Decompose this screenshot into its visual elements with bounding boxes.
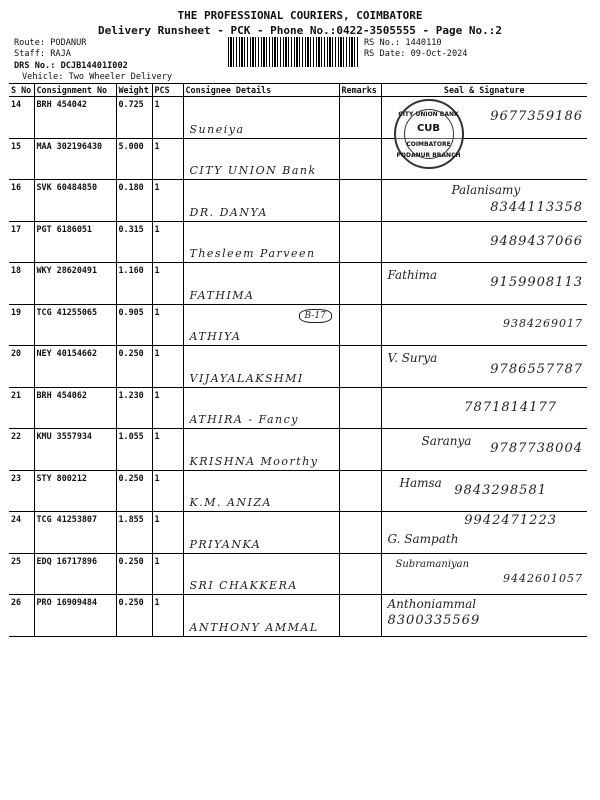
row-weight: 0.250	[116, 553, 152, 595]
row-consignee-cell	[183, 180, 339, 222]
row-consignee-cell	[183, 512, 339, 554]
document-subtitle: Delivery Runsheet - PCK - Phone No.:0422-3505555 - Page No.:2	[98, 24, 502, 37]
table-row	[9, 180, 587, 222]
row-consignment: KMU 3557934	[34, 429, 116, 471]
runsheet-table	[9, 83, 587, 637]
consignee-remark-note: B-17	[299, 309, 332, 323]
row-weight: 0.250	[116, 346, 152, 388]
row-weight: 0.315	[116, 221, 152, 263]
row-consignee-cell	[183, 97, 339, 139]
seal-text-mid: CUB	[416, 123, 441, 134]
row-sno: 18	[9, 263, 34, 305]
row-remarks-cell	[339, 512, 381, 554]
row-sno: 15	[9, 138, 34, 180]
row-consignee-cell	[183, 346, 339, 388]
table-row	[9, 263, 587, 305]
row-phone: 8300335569	[387, 613, 481, 628]
row-signature: Hamsa	[399, 475, 442, 490]
row-remarks-cell	[339, 553, 381, 595]
row-sno: 14	[9, 97, 34, 139]
row-consignment: BRH 454062	[34, 387, 116, 429]
table-row	[9, 346, 587, 388]
row-phone: 9787738004	[490, 441, 583, 456]
table-row	[9, 221, 587, 263]
row-signature: Palanisamy	[451, 183, 521, 197]
rs-date: RS Date: 09-Oct-2024	[364, 49, 468, 59]
row-remarks-cell	[339, 180, 381, 222]
row-consignee-name: K.M. ANIZA	[189, 496, 272, 509]
row-consignee-name: ANTHONY AMMAL	[189, 620, 319, 634]
seal-text-top: CITY UNION BANK	[398, 111, 459, 118]
table-row	[9, 304, 587, 346]
route-label: Route: PODANUR	[14, 38, 87, 48]
col-header-sno: S No	[9, 84, 34, 97]
row-consignment: PRO 16909484	[34, 595, 116, 637]
row-sno: 17	[9, 221, 34, 263]
row-remarks-cell	[339, 304, 381, 346]
row-sno: 26	[9, 595, 34, 637]
table-row	[9, 429, 587, 471]
row-remarks-cell	[339, 387, 381, 429]
row-consignee-cell	[183, 138, 339, 180]
row-phone: 9843298581	[454, 482, 547, 498]
row-pcs: 1	[152, 346, 183, 388]
row-remarks-cell	[339, 263, 381, 305]
row-consignment: PGT 6186051	[34, 221, 116, 263]
row-pcs: 1	[152, 512, 183, 554]
col-header-consignment: Consignment No	[34, 84, 116, 97]
row-consignment: MAA 302196430	[34, 138, 116, 180]
row-weight: 1.230	[116, 387, 152, 429]
row-remarks-cell	[339, 97, 381, 139]
row-pcs: 1	[152, 387, 183, 429]
row-consignee-cell	[183, 470, 339, 512]
row-phone: 8344113358	[490, 200, 583, 215]
col-header-consignee: Consignee Details	[183, 84, 339, 97]
row-signature-cell	[381, 346, 587, 388]
row-signature-cell	[381, 595, 587, 637]
row-phone: 7871814177	[464, 399, 557, 415]
row-consignee-name: DR. DANYA	[189, 205, 268, 219]
row-phone: 9942471223	[464, 513, 557, 528]
table-row	[9, 387, 587, 429]
row-weight: 5.000	[116, 138, 152, 180]
row-phone: 9786557787	[490, 362, 583, 377]
table-row	[9, 138, 587, 180]
barcode	[228, 37, 358, 67]
rs-number: RS No.: 1440110	[364, 38, 442, 48]
table-row	[9, 553, 587, 595]
row-consignee-name: SRI CHAKKERA	[189, 579, 298, 592]
row-consignee-name: Thesleem Parveen	[189, 247, 316, 260]
row-weight: 0.725	[116, 97, 152, 139]
row-signature: Fathima	[387, 268, 438, 282]
row-weight: 1.160	[116, 263, 152, 305]
row-consignee-cell	[183, 221, 339, 263]
row-consignee-cell	[183, 263, 339, 305]
row-consignee-cell	[183, 595, 339, 637]
row-pcs: 1	[152, 180, 183, 222]
row-remarks-cell	[339, 346, 381, 388]
row-consignment: BRH 454042	[34, 97, 116, 139]
row-consignee-cell	[183, 553, 339, 595]
row-signature: Subramaniyan	[395, 558, 470, 570]
row-consignee-cell	[183, 429, 339, 471]
row-consignee-cell	[183, 387, 339, 429]
col-header-remarks: Remarks	[339, 84, 381, 97]
row-consignee-name: FATHIMA	[189, 288, 255, 302]
row-signature-cell	[381, 429, 587, 471]
col-header-signature: Seal & Signature	[381, 84, 587, 97]
table-header	[9, 84, 587, 97]
row-consignee-name: KRISHNA Moorthy	[189, 454, 319, 468]
row-remarks-cell	[339, 595, 381, 637]
row-sno: 22	[9, 429, 34, 471]
row-signature-cell	[381, 553, 587, 595]
row-sno: 24	[9, 512, 34, 554]
row-phone: 9677359186	[490, 109, 583, 124]
row-pcs: 1	[152, 263, 183, 305]
row-consignment: WKY 28620491	[34, 263, 116, 305]
row-signature: V. Surya	[387, 351, 438, 365]
row-consignee-name: CITY UNION Bank	[189, 164, 317, 177]
table-row	[9, 97, 587, 139]
row-consignment: STY 800212	[34, 470, 116, 512]
document-title: THE PROFESSIONAL COURIERS, COIMBATORE	[177, 9, 423, 22]
row-remarks-cell	[339, 470, 381, 512]
row-signature-cell	[381, 180, 587, 222]
row-pcs: 1	[152, 429, 183, 471]
row-consignee-cell	[183, 304, 339, 346]
seal-text-sub: COIMBATORE	[406, 141, 451, 148]
col-header-pcs: PCS	[152, 84, 183, 97]
table-row	[9, 595, 587, 637]
row-consignment: TCG 41253807	[34, 512, 116, 554]
row-sno: 25	[9, 553, 34, 595]
row-pcs: 1	[152, 595, 183, 637]
row-consignment: TCG 41255065	[34, 304, 116, 346]
row-weight: 1.855	[116, 512, 152, 554]
row-consignee-name: PRIYANKA	[189, 537, 262, 551]
row-signature-cell	[381, 304, 587, 346]
row-pcs: 1	[152, 221, 183, 263]
row-pcs: 1	[152, 97, 183, 139]
table-row	[9, 512, 587, 554]
row-weight: 1.055	[116, 429, 152, 471]
drs-number: DRS No.: DCJB14401I002	[14, 61, 128, 71]
row-sno: 21	[9, 387, 34, 429]
row-weight: 0.905	[116, 304, 152, 346]
table-row	[9, 470, 587, 512]
row-signature-cell	[381, 512, 587, 554]
row-phone: 9159908113	[490, 275, 583, 290]
col-header-weight: Weight	[116, 84, 152, 97]
row-signature-cell	[381, 387, 587, 429]
row-weight: 0.180	[116, 180, 152, 222]
row-consignee-name: ATHIYA	[189, 330, 242, 343]
row-weight: 0.250	[116, 470, 152, 512]
row-remarks-cell	[339, 221, 381, 263]
row-weight: 0.250	[116, 595, 152, 637]
row-consignee-name: VIJAYALAKSHMI	[189, 371, 304, 385]
row-pcs: 1	[152, 553, 183, 595]
row-remarks-cell	[339, 138, 381, 180]
row-pcs: 1	[152, 470, 183, 512]
row-signature-cell	[381, 97, 587, 159]
row-sno: 20	[9, 346, 34, 388]
row-signature: G. Sampath	[387, 532, 459, 546]
row-sno: 16	[9, 180, 34, 222]
row-pcs: 1	[152, 138, 183, 180]
row-consignment: SVK 60484850	[34, 180, 116, 222]
row-remarks-cell	[339, 429, 381, 471]
bank-seal-stamp	[394, 99, 464, 169]
row-phone: 9384269017	[503, 316, 583, 330]
row-consignment: NEY 40154662	[34, 346, 116, 388]
row-signature-cell	[381, 470, 587, 512]
row-signature: Anthoniammal	[387, 597, 477, 611]
row-phone: 9489437066	[490, 233, 583, 249]
row-phone: 9442601057	[503, 571, 583, 585]
row-signature: Saranya	[421, 434, 472, 448]
row-sno: 19	[9, 304, 34, 346]
row-consignment: EDQ 16717896	[34, 553, 116, 595]
row-signature-cell	[381, 263, 587, 305]
seal-text-bottom: PODANUR BRANCH	[396, 152, 461, 159]
vehicle-label: Vehicle: Two Wheeler Delivery	[22, 72, 173, 82]
row-consignee-name: ATHIRA - Fancy	[189, 413, 299, 426]
row-sno: 23	[9, 470, 34, 512]
row-signature-cell	[381, 221, 587, 263]
staff-label: Staff: RAJA	[14, 49, 71, 59]
row-consignee-name: Suneiya	[189, 122, 245, 136]
row-pcs: 1	[152, 304, 183, 346]
